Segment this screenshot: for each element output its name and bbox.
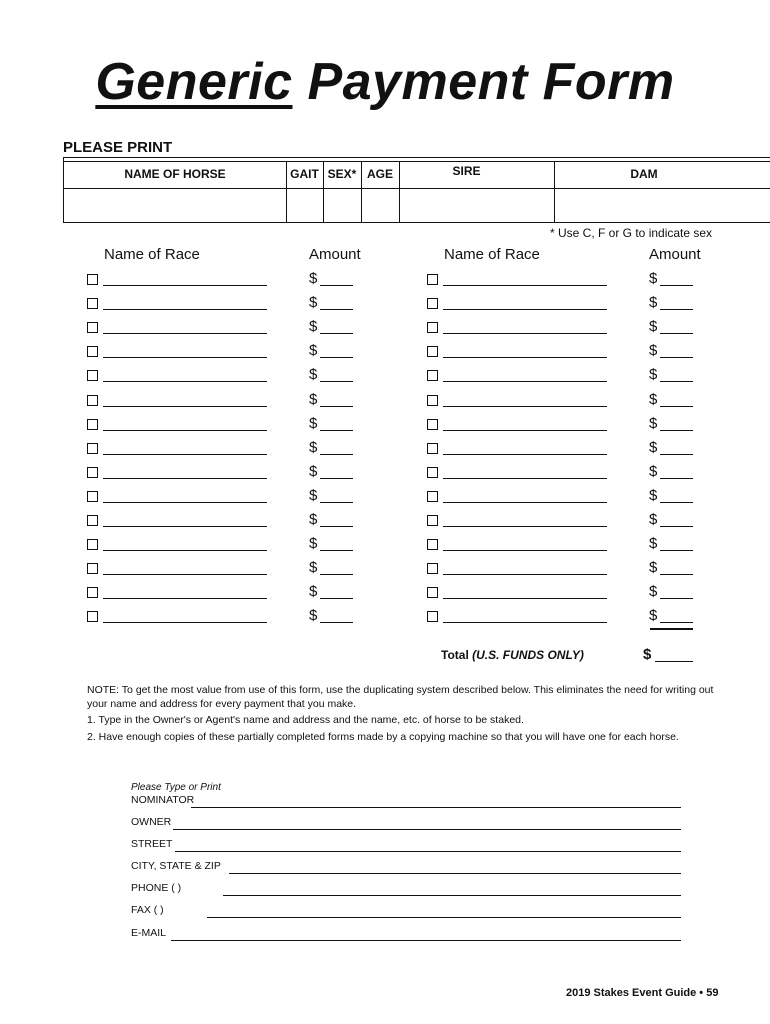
age-field[interactable] — [362, 189, 399, 222]
right-name-of-race-header: Name of Race — [444, 246, 540, 263]
race-row — [87, 416, 357, 434]
race-checkbox[interactable] — [87, 322, 98, 333]
title-underlined-word: Generic — [95, 53, 293, 111]
race-name-field[interactable] — [443, 454, 607, 455]
race-row — [87, 440, 357, 458]
race-checkbox[interactable] — [427, 346, 438, 357]
race-name-field[interactable] — [443, 357, 607, 358]
race-checkbox[interactable] — [87, 515, 98, 526]
gait-field[interactable] — [287, 189, 323, 222]
amount-field[interactable] — [320, 381, 353, 382]
amount-field[interactable] — [660, 574, 693, 575]
amount-field[interactable] — [320, 502, 353, 503]
amount-dollar-sign: $ — [649, 390, 658, 408]
phone-field[interactable] — [131, 882, 681, 898]
amount-field[interactable] — [660, 309, 693, 310]
race-name-field[interactable] — [443, 550, 607, 551]
amount-field[interactable] — [660, 285, 693, 286]
race-name-field[interactable] — [103, 478, 267, 479]
amount-field[interactable] — [320, 526, 353, 527]
race-row — [87, 271, 357, 289]
email-label: E-MAIL — [131, 927, 167, 939]
race-row — [427, 319, 697, 337]
race-checkbox[interactable] — [427, 539, 438, 550]
race-checkbox[interactable] — [427, 322, 438, 333]
race-row — [427, 440, 697, 458]
header-sire: SIRE — [452, 164, 481, 178]
sire-field[interactable] — [400, 189, 554, 222]
amount-field[interactable] — [660, 430, 693, 431]
race-checkbox[interactable] — [87, 370, 98, 381]
amount-dollar-sign: $ — [309, 559, 318, 577]
total-funds-note: (U.S. FUNDS ONLY) — [472, 648, 584, 662]
race-row — [87, 536, 357, 554]
amount-dollar-sign: $ — [649, 511, 658, 528]
race-row — [427, 584, 697, 602]
amount-dollar-sign: $ — [649, 583, 658, 601]
amount-field[interactable] — [660, 622, 693, 623]
amount-dollar-sign: $ — [649, 342, 658, 360]
amount-dollar-sign: $ — [649, 486, 658, 504]
race-checkbox[interactable] — [87, 419, 98, 430]
sex-footnote: * Use C, F or G to indicate sex — [550, 226, 713, 240]
race-checkbox[interactable] — [427, 443, 438, 454]
dam-field[interactable] — [555, 189, 770, 222]
race-name-field[interactable] — [443, 381, 607, 382]
header-age: AGE — [366, 167, 393, 181]
amount-dollar-sign: $ — [309, 342, 318, 360]
race-checkbox[interactable] — [87, 491, 98, 502]
race-name-field[interactable] — [103, 357, 267, 358]
amount-dollar-sign: $ — [649, 294, 658, 312]
race-row — [427, 367, 697, 385]
race-row — [427, 416, 697, 434]
amount-field[interactable] — [320, 454, 353, 455]
race-checkbox[interactable] — [427, 419, 438, 430]
total-dollar-sign: $ — [643, 646, 652, 663]
race-checkbox[interactable] — [427, 395, 438, 406]
form-title — [0, 52, 770, 112]
nominator-field[interactable] — [131, 794, 681, 810]
race-name-field[interactable] — [103, 430, 267, 431]
race-name-field[interactable] — [103, 550, 267, 551]
amount-dollar-sign: $ — [649, 462, 658, 480]
race-row — [427, 271, 697, 289]
race-name-field[interactable] — [103, 622, 267, 623]
amount-field[interactable] — [660, 502, 693, 503]
fax-field[interactable] — [131, 904, 681, 920]
race-name-field[interactable] — [443, 309, 607, 310]
fax-label: FAX ( ) — [131, 904, 164, 916]
race-name-field[interactable] — [443, 526, 607, 527]
header-name-of-horse: NAME OF HORSE — [124, 167, 226, 181]
amount-dollar-sign: $ — [309, 294, 318, 312]
amount-field[interactable] — [320, 622, 353, 623]
race-checkbox[interactable] — [87, 443, 98, 454]
owner-field[interactable] — [131, 816, 681, 832]
owner-label: OWNER — [131, 816, 172, 828]
race-checkbox[interactable] — [87, 563, 98, 574]
sex-field[interactable] — [324, 189, 361, 222]
race-checkbox[interactable] — [87, 467, 98, 478]
race-checkbox[interactable] — [87, 346, 98, 357]
amount-dollar-sign: $ — [649, 270, 658, 287]
note-step-1: 1. Type in the Owner's or Agent's name and address and the name, etc. of horse to be staked. — [87, 714, 524, 726]
race-row — [427, 392, 697, 410]
amount-field[interactable] — [320, 333, 353, 334]
nominator-label: NOMINATOR — [131, 794, 195, 806]
note-step-2: 2. Have enough copies of these partially completed forms made by a copying machine so that you will have one for each horse. — [87, 730, 679, 743]
amount-field[interactable] — [320, 357, 353, 358]
race-name-field[interactable] — [443, 285, 607, 286]
amount-field[interactable] — [660, 454, 693, 455]
race-row — [87, 319, 357, 337]
race-checkbox[interactable] — [427, 370, 438, 381]
amount-field[interactable] — [320, 478, 353, 479]
race-row — [427, 536, 697, 554]
amount-field[interactable] — [320, 550, 353, 551]
race-row — [87, 464, 357, 482]
left-name-of-race-header: Name of Race — [104, 246, 200, 263]
header-gait: GAIT — [290, 167, 319, 181]
total-rule — [650, 628, 693, 630]
race-row — [427, 464, 697, 482]
city-state-zip-field[interactable] — [131, 860, 681, 876]
phone-label: PHONE ( ) — [131, 882, 182, 894]
race-name-field[interactable] — [103, 526, 267, 527]
total-label — [441, 648, 584, 662]
title-rest: Payment Form — [292, 53, 675, 111]
amount-dollar-sign: $ — [309, 366, 318, 384]
amount-dollar-sign: $ — [309, 583, 318, 601]
race-name-field[interactable] — [103, 598, 267, 599]
race-name-field[interactable] — [443, 430, 607, 431]
amount-field[interactable] — [660, 381, 693, 382]
amount-dollar-sign: $ — [649, 535, 658, 553]
city-state-zip-label: CITY, STATE & ZIP — [131, 860, 221, 872]
amount-field[interactable] — [320, 285, 353, 286]
amount-field[interactable] — [660, 333, 693, 334]
amount-field[interactable] — [660, 478, 693, 479]
race-row — [87, 560, 357, 578]
amount-dollar-sign: $ — [649, 318, 658, 336]
race-checkbox[interactable] — [87, 395, 98, 406]
race-row — [427, 295, 697, 313]
race-row — [427, 488, 697, 506]
amount-field[interactable] — [320, 309, 353, 310]
race-name-field[interactable] — [103, 285, 267, 286]
amount-dollar-sign: $ — [309, 438, 318, 456]
race-name-field[interactable] — [103, 574, 267, 575]
note-intro: NOTE: To get the most value from use of this form, use the duplicating system described below. This eliminates the need for writing out your name and address for every payment that you make. — [87, 684, 714, 710]
page-footer: 2019 Stakes Event Guide • 59 — [566, 987, 719, 999]
race-checkbox[interactable] — [427, 491, 438, 502]
amount-dollar-sign: $ — [309, 462, 318, 480]
race-checkbox[interactable] — [427, 515, 438, 526]
amount-dollar-sign: $ — [309, 390, 318, 408]
race-checkbox[interactable] — [87, 298, 98, 309]
email-field[interactable] — [131, 927, 681, 943]
race-checkbox[interactable] — [87, 274, 98, 285]
amount-field[interactable] — [320, 598, 353, 599]
race-name-field[interactable] — [443, 333, 607, 334]
street-label: STREET — [131, 838, 173, 850]
amount-dollar-sign: $ — [649, 438, 658, 456]
race-name-field[interactable] — [103, 309, 267, 310]
street-field[interactable] — [131, 838, 681, 854]
amount-field[interactable] — [320, 574, 353, 575]
amount-field[interactable] — [660, 598, 693, 599]
horse-name-field[interactable] — [64, 189, 286, 222]
race-row — [427, 512, 697, 530]
type-or-print-heading: Please Type or Print — [131, 782, 221, 793]
amount-field[interactable] — [660, 550, 693, 551]
race-name-field[interactable] — [443, 502, 607, 503]
right-amount-header: Amount — [649, 246, 701, 263]
race-name-field[interactable] — [443, 598, 607, 599]
race-name-field[interactable] — [443, 406, 607, 407]
race-row — [427, 608, 697, 626]
amount-dollar-sign: $ — [649, 366, 658, 384]
race-row — [427, 343, 697, 361]
header-sex: SEX* — [327, 167, 357, 181]
total-amount-field[interactable] — [655, 661, 693, 662]
race-row — [87, 343, 357, 361]
race-row — [87, 512, 357, 530]
race-row — [87, 608, 357, 626]
race-row — [87, 584, 357, 602]
race-checkbox[interactable] — [427, 587, 438, 598]
race-checkbox[interactable] — [427, 467, 438, 478]
amount-field[interactable] — [660, 406, 693, 407]
amount-field[interactable] — [660, 526, 693, 527]
race-row — [87, 295, 357, 313]
amount-dollar-sign: $ — [309, 607, 318, 625]
race-checkbox[interactable] — [427, 611, 438, 622]
horse-info-table — [63, 157, 770, 223]
race-checkbox[interactable] — [427, 563, 438, 574]
race-row — [87, 392, 357, 410]
race-name-field[interactable] — [103, 333, 267, 334]
amount-dollar-sign: $ — [309, 535, 318, 553]
amount-dollar-sign: $ — [649, 559, 658, 577]
race-name-field[interactable] — [443, 478, 607, 479]
race-name-field[interactable] — [103, 406, 267, 407]
race-checkbox[interactable] — [87, 539, 98, 550]
race-checkbox[interactable] — [427, 274, 438, 285]
race-name-field[interactable] — [103, 502, 267, 503]
race-name-field[interactable] — [103, 454, 267, 455]
amount-dollar-sign: $ — [649, 607, 658, 625]
header-dam: DAM — [630, 167, 658, 181]
race-row — [87, 488, 357, 506]
race-checkbox[interactable] — [87, 587, 98, 598]
amount-dollar-sign: $ — [309, 511, 318, 528]
amount-field[interactable] — [660, 357, 693, 358]
race-name-field[interactable] — [443, 574, 607, 575]
amount-dollar-sign: $ — [309, 486, 318, 504]
amount-dollar-sign: $ — [309, 270, 318, 287]
race-checkbox[interactable] — [427, 298, 438, 309]
left-amount-header: Amount — [309, 246, 361, 263]
amount-dollar-sign: $ — [309, 318, 318, 336]
race-checkbox[interactable] — [87, 611, 98, 622]
amount-dollar-sign: $ — [649, 414, 658, 432]
race-name-field[interactable] — [103, 381, 267, 382]
instructions-note — [87, 684, 717, 747]
race-name-field[interactable] — [443, 622, 607, 623]
total-word: Total — [441, 648, 469, 662]
amount-field[interactable] — [320, 430, 353, 431]
race-row — [87, 367, 357, 385]
amount-dollar-sign: $ — [309, 414, 318, 432]
please-print-label: PLEASE PRINT — [63, 139, 173, 156]
race-row — [427, 560, 697, 578]
amount-field[interactable] — [320, 406, 353, 407]
